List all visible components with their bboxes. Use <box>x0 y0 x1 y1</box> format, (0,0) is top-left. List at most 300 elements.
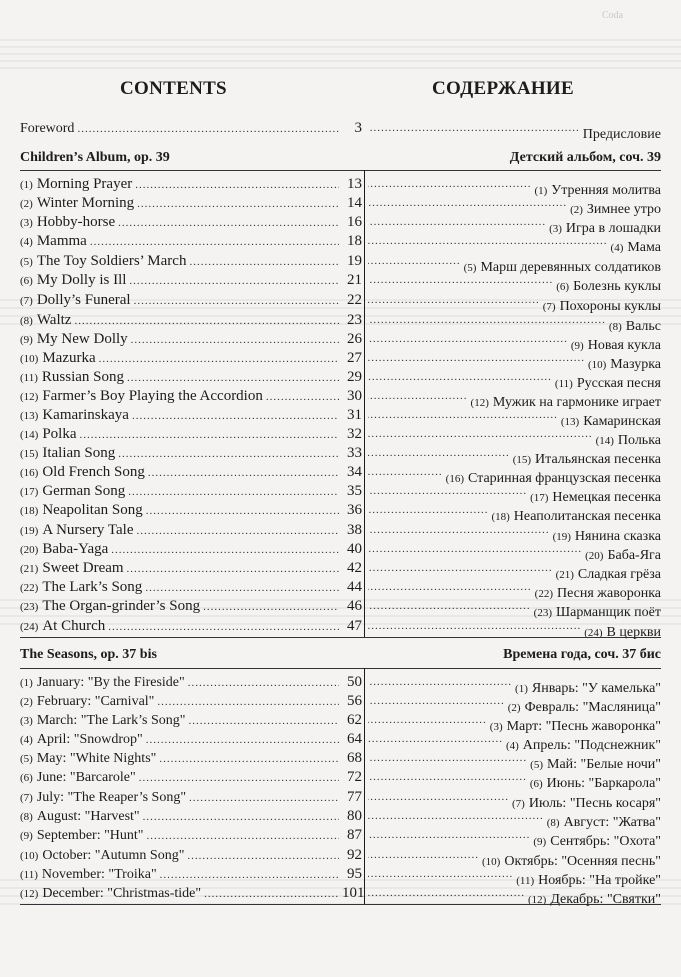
leader-dots <box>368 865 513 884</box>
entry-row <box>20 271 661 294</box>
entry-row <box>20 768 661 791</box>
entry-title-ru: Мужик на гармонике играет <box>492 395 661 410</box>
leader-dots <box>118 445 339 464</box>
entry-row <box>20 252 661 275</box>
leader-dots <box>368 213 546 232</box>
leader-dots <box>99 350 339 369</box>
entry-title-ru: Камаринская <box>583 414 661 429</box>
section-title-ru: Времена года, соч. 37 бис <box>503 647 661 662</box>
section-title-en: The Seasons, op. 37 bis <box>20 647 157 662</box>
leader-dots <box>131 331 339 350</box>
entry-title-ru: Май: "Белые ночи" <box>547 757 661 772</box>
foreword-page: 3 <box>354 120 362 136</box>
leader-dots <box>368 673 512 692</box>
leader-dots <box>368 425 593 444</box>
section-title-ru: Детский альбом, соч. 39 <box>509 150 661 165</box>
entry-title-en: Winter Morning <box>36 195 135 211</box>
entry-number-ru: (19) <box>552 531 571 543</box>
entry-page: 14 <box>347 195 362 211</box>
entry-title-en: Morning Prayer <box>36 176 133 192</box>
entry-title-en: August: "Harvest" <box>36 809 140 824</box>
leader-dots <box>368 768 527 787</box>
leader-dots <box>368 692 505 711</box>
leader-dots <box>368 252 461 271</box>
entry-title-ru: Зимнее утро <box>586 202 661 217</box>
leader-dots <box>368 540 582 559</box>
entry-row <box>20 597 661 620</box>
entry-number-ru: (17) <box>530 492 549 504</box>
entry-number: (10) <box>20 353 39 365</box>
entry-number-ru: (9) <box>570 340 584 352</box>
foreword-title-en: Foreword <box>20 121 75 136</box>
entry-number: (8) <box>20 811 33 823</box>
leader-dots <box>77 120 339 139</box>
entry-title-ru: Полька <box>617 433 661 448</box>
leader-dots <box>137 195 339 214</box>
entry-number: (21) <box>20 563 39 575</box>
leader-dots <box>368 387 468 406</box>
leader-dots <box>368 311 606 330</box>
entry-page: 42 <box>347 560 362 576</box>
entry-title-en: A Nursery Tale <box>42 522 134 538</box>
section-childrens-album <box>20 148 661 168</box>
entry-row <box>20 692 661 715</box>
leader-dots <box>368 482 527 501</box>
entry-number-ru: (6) <box>529 778 543 790</box>
entry-page: 36 <box>347 502 362 518</box>
entry-row <box>20 444 661 467</box>
entry-row <box>20 788 661 811</box>
entry-number-ru: (8) <box>546 817 560 829</box>
entry-page: 35 <box>347 483 362 499</box>
entry-page: 44 <box>347 579 362 595</box>
entry-title-en: Mazurka <box>42 350 96 366</box>
leader-dots <box>368 444 510 463</box>
leader-dots <box>188 674 339 693</box>
entry-number-ru: (2) <box>570 204 583 216</box>
entry-row <box>20 559 661 582</box>
leader-dots <box>146 502 339 521</box>
entry-number-ru: (7) <box>542 301 556 313</box>
entry-title-en: The Toy Soldiers’ March <box>36 253 187 269</box>
entry-title-en: November: "Troika" <box>41 867 157 882</box>
entry-number: (24) <box>20 621 39 633</box>
entry-number: (6) <box>20 772 33 784</box>
entry-title-ru: Март: "Песнь жаворонка" <box>506 719 661 734</box>
entry-page: 40 <box>347 541 362 557</box>
entry-row <box>20 673 661 696</box>
entry-number: (4) <box>20 734 33 746</box>
entry-row <box>20 194 661 217</box>
entry-page: 62 <box>347 712 362 728</box>
leader-dots <box>368 521 550 540</box>
leader-dots <box>203 598 339 617</box>
entry-page: 72 <box>347 769 362 785</box>
entry-row <box>20 865 661 888</box>
entry-number: (18) <box>20 505 39 517</box>
entry-page: 56 <box>347 693 362 709</box>
entry-row <box>20 807 661 830</box>
entry-row <box>20 349 661 372</box>
section-rule <box>20 904 661 905</box>
leader-dots <box>368 291 540 310</box>
leader-dots <box>146 731 339 750</box>
leader-dots <box>368 368 552 387</box>
entry-row <box>20 884 661 907</box>
entry-number: (13) <box>20 410 39 422</box>
entry-title-en: My Dolly is Ill <box>36 272 127 288</box>
leader-dots <box>159 750 339 769</box>
entry-page: 101 <box>342 885 365 901</box>
leader-dots <box>368 884 525 903</box>
entry-row <box>20 482 661 505</box>
leader-dots <box>368 846 479 865</box>
entry-number-ru: (21) <box>555 569 574 581</box>
entry-page: 29 <box>347 369 362 385</box>
leader-dots <box>368 501 488 520</box>
entry-number-ru: (11) <box>516 875 535 887</box>
leader-dots <box>108 618 339 637</box>
entry-row <box>20 749 661 772</box>
entry-number-ru: (16) <box>445 473 464 485</box>
entry-number-ru: (12) <box>470 397 489 409</box>
entry-number-ru: (5) <box>463 262 477 274</box>
entry-row <box>20 826 661 849</box>
entry-page: 31 <box>347 407 362 423</box>
leader-dots <box>136 522 339 541</box>
entry-title-ru: Баба-Яга <box>607 548 661 563</box>
leader-dots <box>204 885 339 904</box>
entry-row <box>20 406 661 429</box>
entry-number-ru: (3) <box>489 721 503 733</box>
entry-number: (3) <box>20 715 33 727</box>
entry-number-ru: (2) <box>507 702 521 714</box>
entry-row <box>20 291 661 314</box>
entry-title-ru: Январь: "У камелька" <box>531 681 661 696</box>
leader-dots <box>368 330 568 349</box>
leader-dots <box>368 749 527 768</box>
entry-title-en: September: "Hunt" <box>36 828 144 843</box>
entry-title-ru: Ноябрь: "На тройке" <box>538 873 661 888</box>
entry-number: (23) <box>20 601 39 613</box>
entry-number: (6) <box>20 275 33 287</box>
entry-row <box>20 711 661 734</box>
leader-dots <box>132 407 339 426</box>
coda-watermark-text: Coda <box>602 10 624 21</box>
entry-title-en: April: "Snowdrop" <box>36 732 143 747</box>
entry-title-ru: Игра в лошадки <box>565 221 661 236</box>
section-rule <box>20 637 661 638</box>
entry-page: 77 <box>347 789 362 805</box>
entry-number-ru: (8) <box>608 321 622 333</box>
entry-row <box>20 368 661 391</box>
leader-dots <box>368 271 553 290</box>
entry-page: 46 <box>347 598 362 614</box>
leader-dots <box>368 119 580 138</box>
entry-row <box>20 330 661 353</box>
leader-dots <box>135 176 339 195</box>
entry-page: 87 <box>347 827 362 843</box>
contents-heading-ru: СОДЕРЖАНИЕ <box>432 78 574 99</box>
leader-dots <box>368 463 443 482</box>
entry-title-ru: Русская песня <box>576 376 661 391</box>
leader-dots <box>368 730 503 749</box>
entry-title-en: Polka <box>42 426 77 442</box>
entry-page: 26 <box>347 331 362 347</box>
entry-number-ru: (7) <box>512 798 525 810</box>
entry-number: (11) <box>20 869 38 881</box>
entry-number: (4) <box>20 236 33 248</box>
entry-number-ru: (22) <box>534 588 553 600</box>
entry-page: 30 <box>347 388 362 404</box>
entry-number-ru: (4) <box>610 242 624 254</box>
section-rule <box>20 668 661 669</box>
entry-title-ru: Новая кукла <box>587 338 661 353</box>
entry-title-en: January: "By the Fireside" <box>36 675 185 690</box>
leader-dots <box>368 349 585 368</box>
entry-page: 50 <box>347 674 362 690</box>
entry-number: (3) <box>20 217 33 229</box>
entry-number-ru: (23) <box>533 607 552 619</box>
entry-number-ru: (3) <box>549 223 562 235</box>
entry-number-ru: (15) <box>512 454 532 466</box>
entry-number-ru: (1) <box>515 683 528 695</box>
entry-number: (1) <box>20 179 33 191</box>
entry-number-ru: (10) <box>587 359 607 371</box>
leader-dots <box>143 808 339 827</box>
foreword-title-ru: Предисловие <box>582 127 661 142</box>
entry-title-ru: Песня жаворонка <box>556 586 661 601</box>
leader-dots <box>74 312 339 331</box>
entry-title-ru: Апрель: "Подснежник" <box>522 738 661 753</box>
entry-row <box>20 387 661 410</box>
entry-page: 38 <box>347 522 362 538</box>
entry-page: 92 <box>347 847 362 863</box>
entry-title-ru: Октябрь: "Осенняя песнь" <box>504 854 661 869</box>
leader-dots <box>127 560 339 579</box>
entry-title-ru: Сладкая грёза <box>577 567 661 582</box>
entry-page: 23 <box>347 312 362 328</box>
entry-title-en: Baba-Yaga <box>42 541 109 557</box>
entry-row <box>20 578 661 601</box>
entry-title-ru: В церкви <box>606 625 661 640</box>
entry-title-ru: Итальянская песенка <box>535 452 661 467</box>
entry-page: 64 <box>347 731 362 747</box>
entry-number: (22) <box>20 582 39 594</box>
leader-dots <box>129 272 339 291</box>
foreword-row <box>20 119 661 142</box>
leader-dots <box>147 827 339 846</box>
entry-title-en: Italian Song <box>42 445 116 461</box>
entry-number-ru: (20) <box>585 550 604 562</box>
entry-number: (14) <box>20 429 39 441</box>
entry-row <box>20 311 661 334</box>
entry-page: 80 <box>347 808 362 824</box>
leader-dots <box>148 464 339 483</box>
entry-title-ru: Сентябрь: "Охота" <box>550 834 661 849</box>
entry-title-en: Hobby-horse <box>36 214 116 230</box>
entry-number: (11) <box>20 372 38 384</box>
entry-title-en: My New Dolly <box>36 331 128 347</box>
leader-dots <box>368 617 581 636</box>
leader-dots <box>189 712 339 731</box>
leader-dots <box>189 789 339 808</box>
entry-title-ru: Похороны куклы <box>559 299 661 314</box>
leader-dots <box>368 578 532 597</box>
leader-dots <box>368 559 553 578</box>
leader-dots <box>90 233 339 252</box>
entry-number: (8) <box>20 315 33 327</box>
entry-title-ru: Июнь: "Баркарола" <box>546 776 661 791</box>
leader-dots <box>127 369 339 388</box>
entry-number: (19) <box>20 525 39 537</box>
entry-title-en: German Song <box>42 483 126 499</box>
leader-dots <box>368 807 544 826</box>
leader-dots <box>368 826 530 845</box>
entry-row <box>20 501 661 524</box>
leader-dots <box>368 788 509 807</box>
entry-title-en: The Organ-grinder’s Song <box>42 598 201 614</box>
leader-dots <box>187 847 339 866</box>
entry-page: 19 <box>347 253 362 269</box>
entry-page: 13 <box>347 176 362 192</box>
entry-title-ru: Старинная французская песенка <box>468 471 661 486</box>
entry-number: (7) <box>20 792 33 804</box>
entry-page: 22 <box>347 292 362 308</box>
entry-page: 18 <box>347 233 362 249</box>
entry-page: 27 <box>347 350 362 366</box>
section-title-en: Children’s Album, op. 39 <box>20 150 170 165</box>
entry-page: 34 <box>347 464 362 480</box>
entry-number: (15) <box>20 448 39 460</box>
leader-dots <box>80 426 340 445</box>
entry-row <box>20 232 661 255</box>
contents-heading-en: CONTENTS <box>120 78 227 99</box>
entry-row <box>20 463 661 486</box>
entry-title-en: March: "The Lark’s Song" <box>36 713 186 728</box>
leader-dots <box>111 541 339 560</box>
entry-row <box>20 521 661 544</box>
section-seasons <box>20 645 661 665</box>
entry-number-ru: (4) <box>505 740 519 752</box>
leader-dots <box>128 483 339 502</box>
entry-row <box>20 175 661 198</box>
entry-number-ru: (24) <box>584 627 603 639</box>
entry-number-ru: (14) <box>595 435 614 447</box>
entry-title-en: July: "The Reaper’s Song" <box>36 790 187 805</box>
entry-page: 68 <box>347 750 362 766</box>
entry-number-ru: (13) <box>560 416 580 428</box>
entry-title-ru: Вальс <box>625 319 661 334</box>
entry-title-en: Russian Song <box>41 369 125 385</box>
entry-title-en: Dolly’s Funeral <box>36 292 131 308</box>
entry-number-ru: (9) <box>533 836 547 848</box>
entry-title-en: October: "Autumn Song" <box>42 848 185 863</box>
entry-number: (12) <box>20 888 39 900</box>
entry-row <box>20 617 661 640</box>
entry-title-ru: Мама <box>627 240 661 255</box>
leader-dots <box>368 194 567 213</box>
entry-number: (5) <box>20 256 33 268</box>
leader-dots <box>368 711 487 730</box>
entry-title-ru: Неаполитанская песенка <box>513 509 661 524</box>
entry-number: (2) <box>20 198 33 210</box>
entry-title-en: Farmer’s Boy Playing the Accordion <box>42 388 263 404</box>
entry-title-ru: Марш деревянных солдатиков <box>480 260 661 275</box>
entry-number: (1) <box>20 677 33 689</box>
entry-number-ru: (11) <box>554 378 573 390</box>
entry-number: (7) <box>20 295 33 307</box>
entry-number: (17) <box>20 486 39 498</box>
entry-title-en: May: "White Nights" <box>36 751 157 766</box>
leader-dots <box>157 693 339 712</box>
entry-title-ru: Июль: "Песнь косаря" <box>528 796 661 811</box>
leader-dots <box>118 214 339 233</box>
entry-number: (20) <box>20 544 39 556</box>
entry-title-en: Waltz <box>36 312 72 328</box>
entry-title-en: The Lark’s Song <box>42 579 143 595</box>
entry-title-en: Mamma <box>36 233 87 249</box>
entry-page: 95 <box>347 866 362 882</box>
leader-dots <box>266 388 339 407</box>
entry-title-ru: Болезнь куклы <box>573 279 661 294</box>
entry-number: (9) <box>20 830 33 842</box>
entry-number: (10) <box>20 850 39 862</box>
entry-number-ru: (6) <box>556 281 570 293</box>
entry-number: (16) <box>20 467 39 479</box>
section-rule <box>20 170 661 171</box>
entry-title-en: December: "Christmas-tide" <box>42 886 202 901</box>
entry-page: 47 <box>347 618 362 634</box>
entry-row <box>20 846 661 869</box>
entry-title-ru: Февраль: "Масляница" <box>524 700 661 715</box>
entry-title-ru: Август: "Жатва" <box>563 815 661 830</box>
entry-number: (2) <box>20 696 33 708</box>
entry-number-ru: (1) <box>534 185 548 197</box>
entry-title-ru: Мазурка <box>610 357 661 372</box>
entry-number-ru: (18) <box>491 511 510 523</box>
leader-dots <box>189 253 339 272</box>
entry-title-en: Sweet Dream <box>42 560 124 576</box>
entry-title-ru: Нянина сказка <box>574 529 661 544</box>
leader-dots <box>368 232 608 251</box>
leader-dots <box>139 769 339 788</box>
entry-row <box>20 425 661 448</box>
leader-dots <box>368 406 558 425</box>
entry-title-en: Kamarinskaya <box>42 407 129 423</box>
entry-number: (12) <box>20 391 39 403</box>
entry-row <box>20 540 661 563</box>
entry-title-en: June: "Barcarole" <box>36 770 136 785</box>
entry-title-en: Neapolitan Song <box>42 502 143 518</box>
leader-dots <box>160 866 339 885</box>
leader-dots <box>134 292 339 311</box>
entry-title-ru: Немецкая песенка <box>552 490 661 505</box>
entry-title-en: February: "Carnival" <box>36 694 155 709</box>
entry-number-ru: (5) <box>530 759 543 771</box>
entry-title-en: Old French Song <box>42 464 145 480</box>
entry-page: 32 <box>347 426 362 442</box>
leader-dots <box>368 597 531 616</box>
entry-title-ru: Утренняя молитва <box>551 183 661 198</box>
entry-title-ru: Шарманщик поёт <box>556 605 661 620</box>
entry-page: 16 <box>347 214 362 230</box>
leader-dots <box>368 175 531 194</box>
entry-row <box>20 213 661 236</box>
entry-row <box>20 730 661 753</box>
leader-dots <box>145 579 339 598</box>
entry-number-ru: (10) <box>482 856 501 868</box>
